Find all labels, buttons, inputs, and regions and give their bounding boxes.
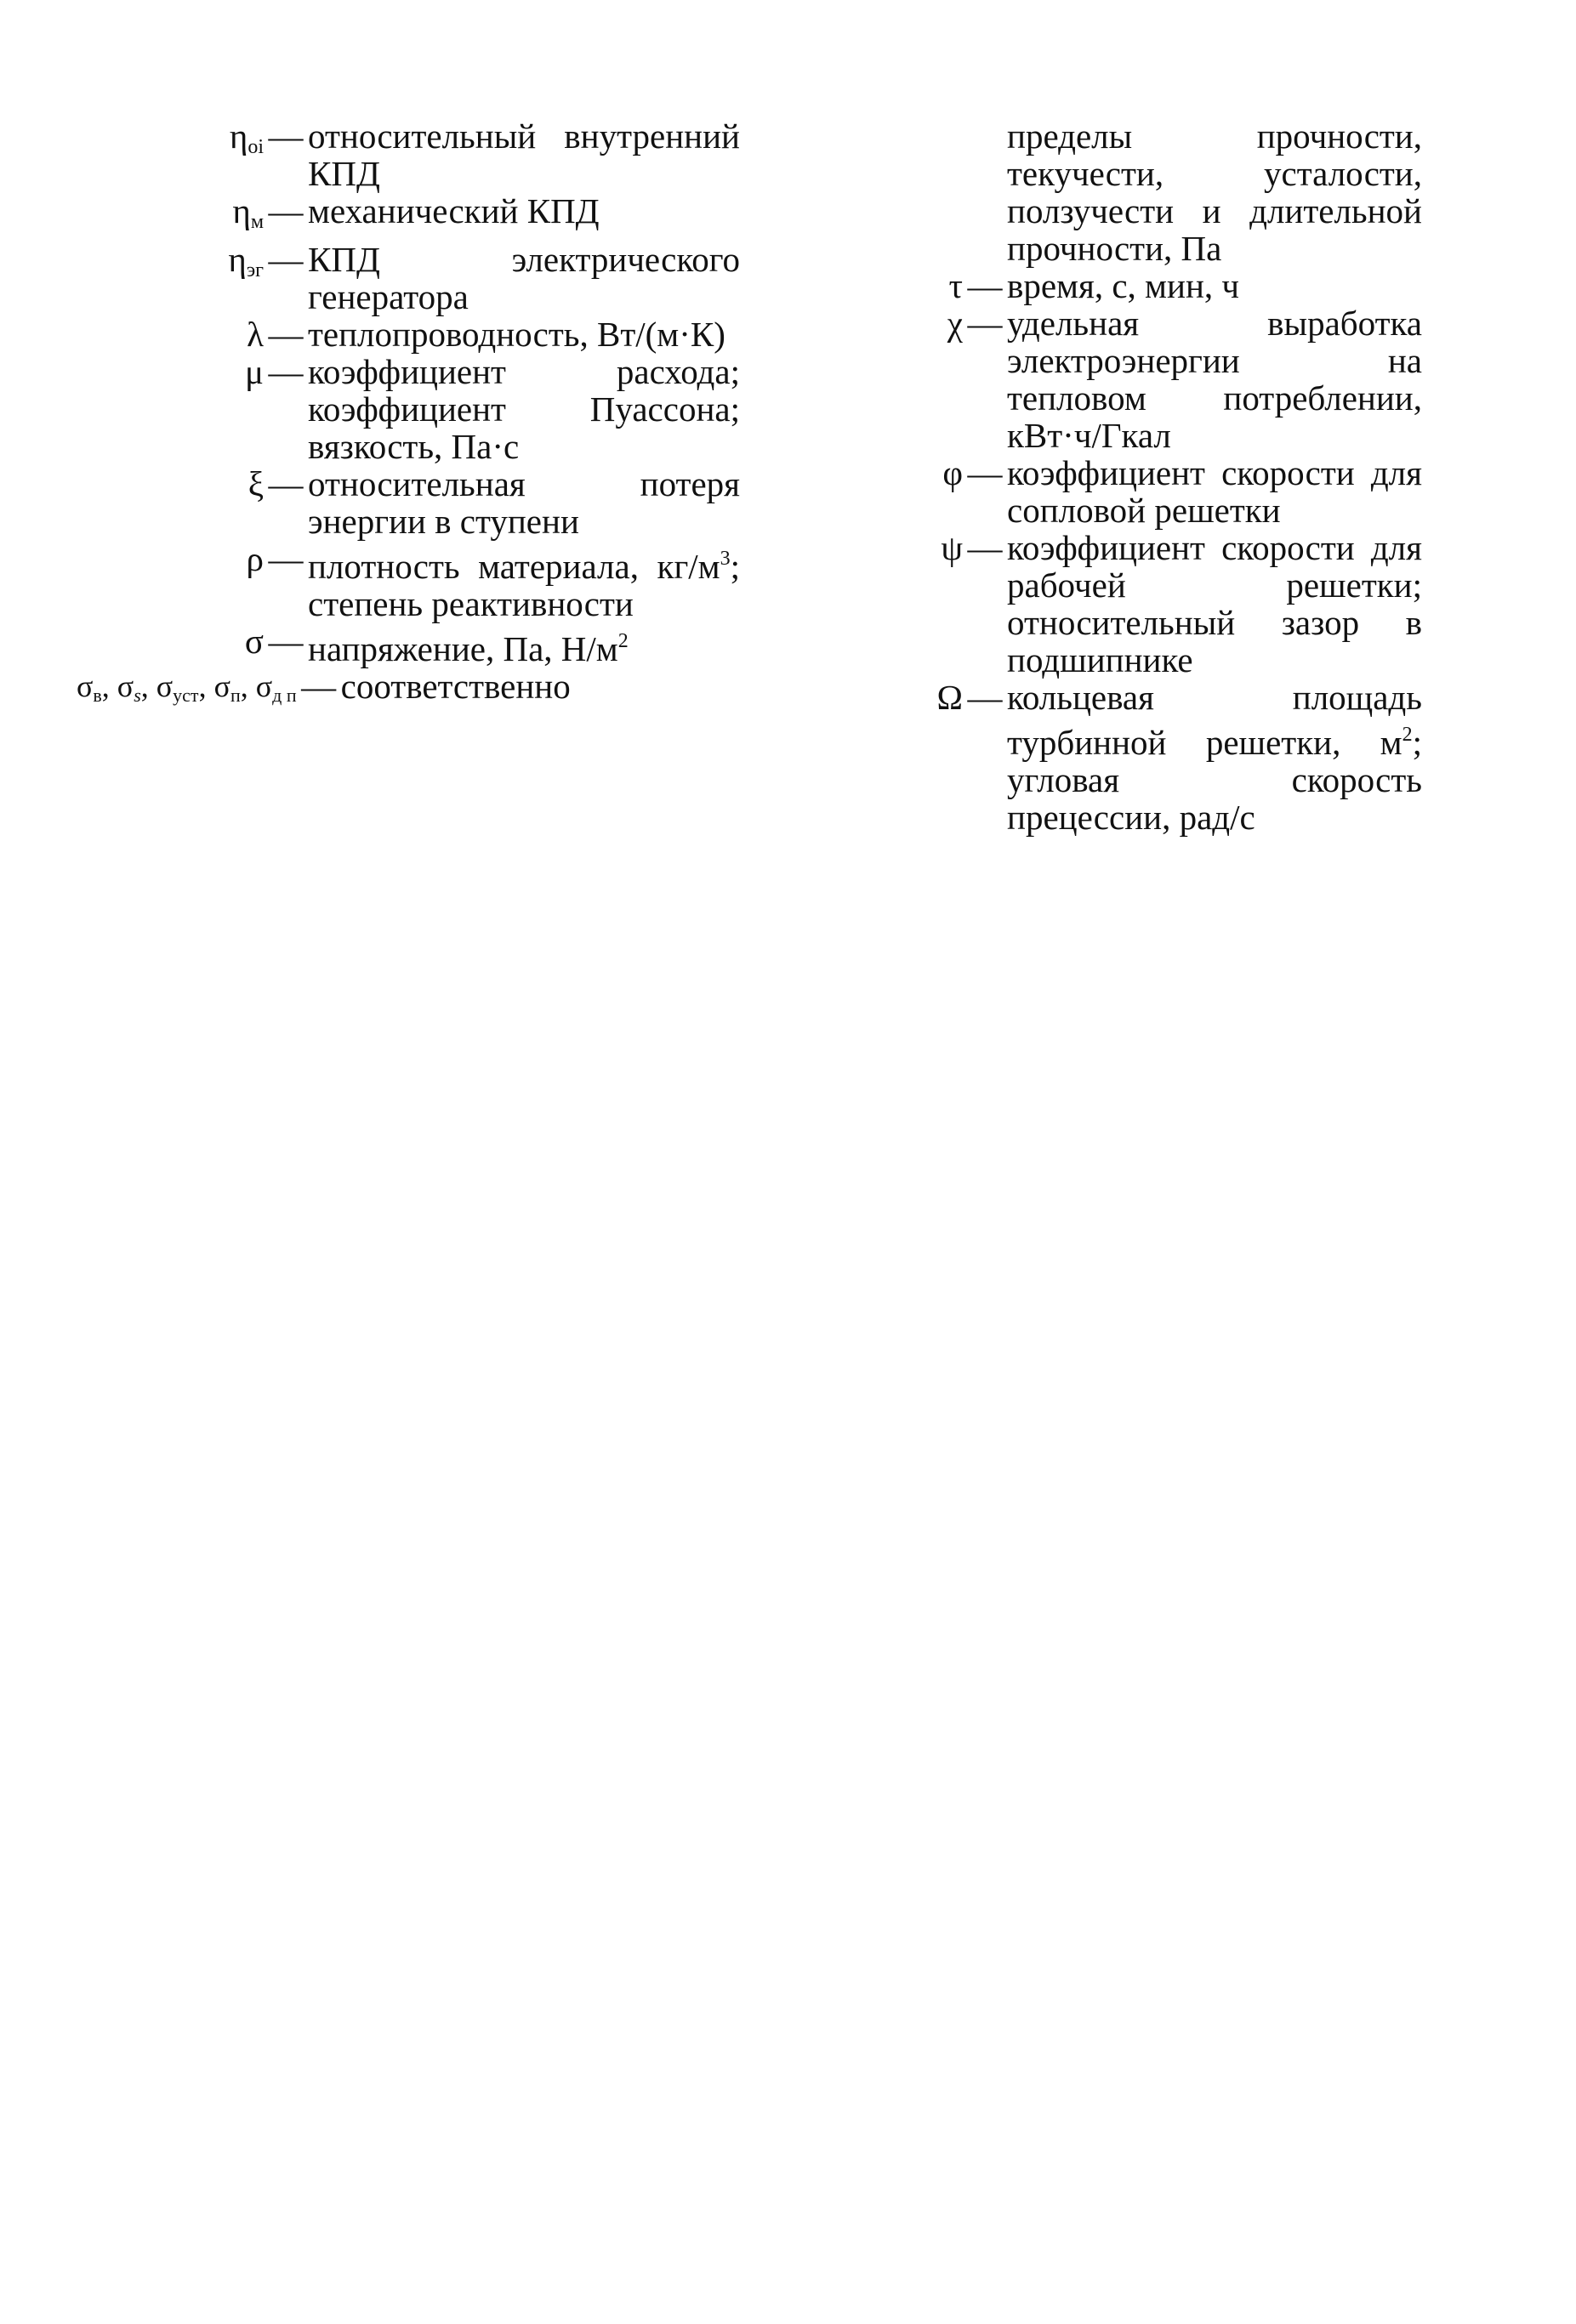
em-dash: —: [967, 678, 1003, 717]
definition-entry: [77, 241, 740, 315]
em-dash: —: [268, 539, 304, 578]
definition-text: напряжение, Па, $Н/м^2$: [308, 629, 629, 668]
definition-entry: [861, 267, 1422, 304]
definition-text: механический КПД: [308, 191, 600, 230]
definition-text: соответственно: [340, 667, 571, 706]
em-dash: —: [967, 266, 1003, 305]
definition-entry: [77, 192, 740, 241]
left-column: [77, 117, 740, 714]
symbol: τ: [948, 266, 963, 305]
definition-entry: [77, 315, 740, 353]
symbol: φ: [942, 453, 963, 492]
definition-entry: [77, 353, 740, 465]
definition-entry: [861, 454, 1422, 529]
em-dash: —: [268, 464, 304, 503]
definition-entry: [861, 679, 1422, 836]
em-dash: —: [268, 191, 304, 230]
definition-text: относительная потеря энергии в ступени: [308, 464, 740, 541]
em-dash: —: [268, 315, 304, 354]
definition-text: коэффициент расхода; коэффициент Пуассона; вязкость, Па·с: [308, 352, 740, 466]
em-dash: —: [268, 622, 304, 661]
definition-text: теплопроводность, Вт/(м·К): [308, 315, 725, 354]
em-dash: —: [268, 116, 304, 156]
definition-entry: [77, 540, 740, 622]
symbol: ξ: [247, 464, 264, 503]
symbol: $\eta_{эг}$: [228, 240, 264, 281]
symbol: σ: [244, 622, 264, 661]
symbol: ψ: [941, 528, 963, 567]
em-dash: —: [967, 304, 1003, 343]
em-dash: —: [301, 667, 337, 706]
em-dash: —: [967, 528, 1003, 567]
definition-entry: [861, 304, 1422, 454]
definition-entry: [77, 622, 740, 668]
em-dash: —: [268, 240, 304, 279]
sigma-group-entry: [77, 668, 740, 714]
definition-entry: [77, 465, 740, 540]
continuation-text: пределы прочности, текучести, усталости, ползучести и длительной прочности, Па: [1007, 116, 1422, 268]
symbol: ρ: [246, 539, 264, 578]
symbol-group: $\sigma_в$, $\sigma_s$, $\sigma_{уст}$, $\sigma_п$, $\sigma_{д п}$: [77, 669, 297, 706]
definition-text: кольцевая площадь турбинной решетки, $м^2$; угловая скорость прецессии, рад/с: [1007, 678, 1422, 837]
definition-text: КПД электрического генератора: [308, 240, 740, 316]
definition-text: удельная выработка электроэнергии на тепловом потреблении, кВт·ч/Гкал: [1007, 304, 1422, 455]
em-dash: —: [967, 453, 1003, 492]
em-dash: —: [268, 352, 304, 391]
definition-text: относительный внутренний КПД: [308, 116, 740, 193]
definition-entry: [77, 117, 740, 192]
symbol: μ: [245, 352, 264, 391]
definition-text: время, с, мин, ч: [1007, 266, 1240, 305]
definition-text: коэффициент скорости для сопловой решетки: [1007, 453, 1422, 530]
symbol: λ: [247, 315, 264, 354]
right-column: [861, 117, 1422, 836]
definition-entry: [861, 529, 1422, 679]
symbol: $\eta_м$: [232, 191, 264, 233]
definition-text: плотность материала, $кг/м^3$; степень реактивности: [308, 547, 740, 623]
definition-text: коэффициент скорости для рабочей решетки; относительный зазор в подшипнике: [1007, 528, 1422, 679]
symbol: Ω: [936, 678, 963, 717]
symbol: χ: [947, 304, 963, 343]
symbol: $\eta_{oi}$: [229, 116, 264, 158]
